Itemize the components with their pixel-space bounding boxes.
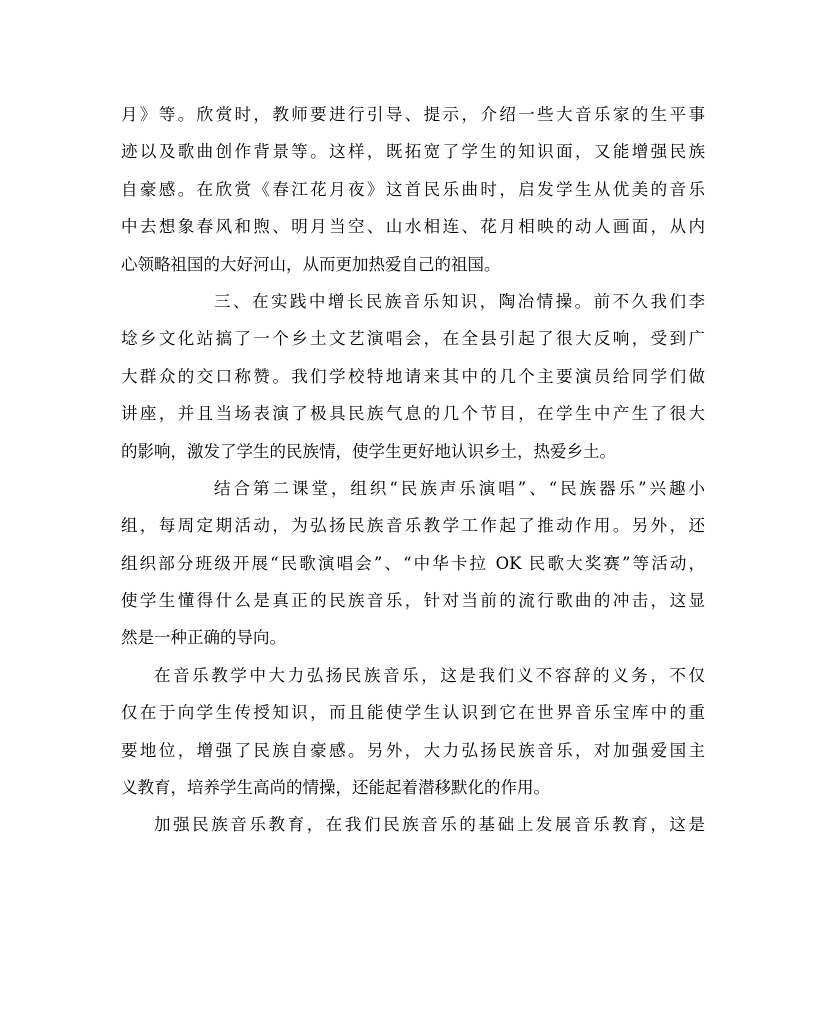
- text-line: 仅在于向学生传授知识，而且能使学生认识到它在世界音乐宝库中的重: [121, 703, 705, 723]
- paragraph-3: [121, 470, 705, 657]
- text-line: 自豪感。在欣赏《春江花月夜》这首民乐曲时，启发学生从优美的音乐: [121, 179, 705, 199]
- text-line: 加强民族音乐教育，在我们民族音乐的基础上发展音乐教育，这是: [154, 815, 705, 835]
- body-text: [121, 96, 705, 844]
- text-line: 讲座，并且当场表演了极具民族气息的几个节目，在学生中产生了很大: [121, 404, 705, 424]
- text-line: 使学生懂得什么是真正的民族音乐，针对当前的流行歌曲的冲击，这显: [121, 591, 705, 611]
- text-line: 然是一种正确的导向。: [121, 628, 286, 648]
- text-line: 心领略祖国的大好河山，从而更加热爱自己的祖国。: [121, 254, 501, 274]
- text-line: 大群众的交口称赞。我们学校特地请来其中的几个主要演员给同学们做: [121, 366, 705, 386]
- text-line: 月》等。欣赏时，教师要进行引导、提示，介绍一些大音乐家的生平事: [121, 105, 705, 124]
- text-line: 义教育，培养学生高尚的情操，还能起着潜移默化的作用。: [121, 778, 550, 798]
- text-line: 迹以及歌曲创作背景等。这样，既拓宽了学生的知识面，又能增强民族: [121, 142, 705, 162]
- paragraph-4: [121, 657, 705, 807]
- text-line: 要地位，增强了民族自豪感。另外，大力弘扬民族音乐，对加强爱国主: [121, 740, 705, 760]
- paragraph-2: [121, 283, 705, 470]
- text-line: 中去想象春风和煦、明月当空、山水相连、花月相映的动人画面，从内: [121, 217, 705, 237]
- paragraph-5: [121, 806, 705, 843]
- text-line: 组织部分班级开展“民歌演唱会”、“中华卡拉 OK 民歌大奖赛”等活动，: [121, 553, 705, 573]
- text-line: 的影响，激发了学生的民族情，使学生更好地认识乡土，热爱乡土。: [121, 441, 616, 461]
- text-line: 在音乐教学中大力弘扬民族音乐，这是我们义不容辞的义务，不仅: [154, 665, 705, 685]
- text-line: 三、在实践中增长民族音乐知识，陶冶情操。前不久我们李: [214, 291, 705, 311]
- paragraph-1: [121, 96, 705, 283]
- text-line: 埝乡文化站搞了一个乡土文艺演唱会，在全县引起了很大反响，受到广: [121, 329, 705, 349]
- text-line: 结合第二课堂，组织“民族声乐演唱”、“民族器乐”兴趣小: [214, 478, 705, 498]
- text-line: 组，每周定期活动，为弘扬民族音乐教学工作起了推动作用。另外，还: [121, 516, 705, 536]
